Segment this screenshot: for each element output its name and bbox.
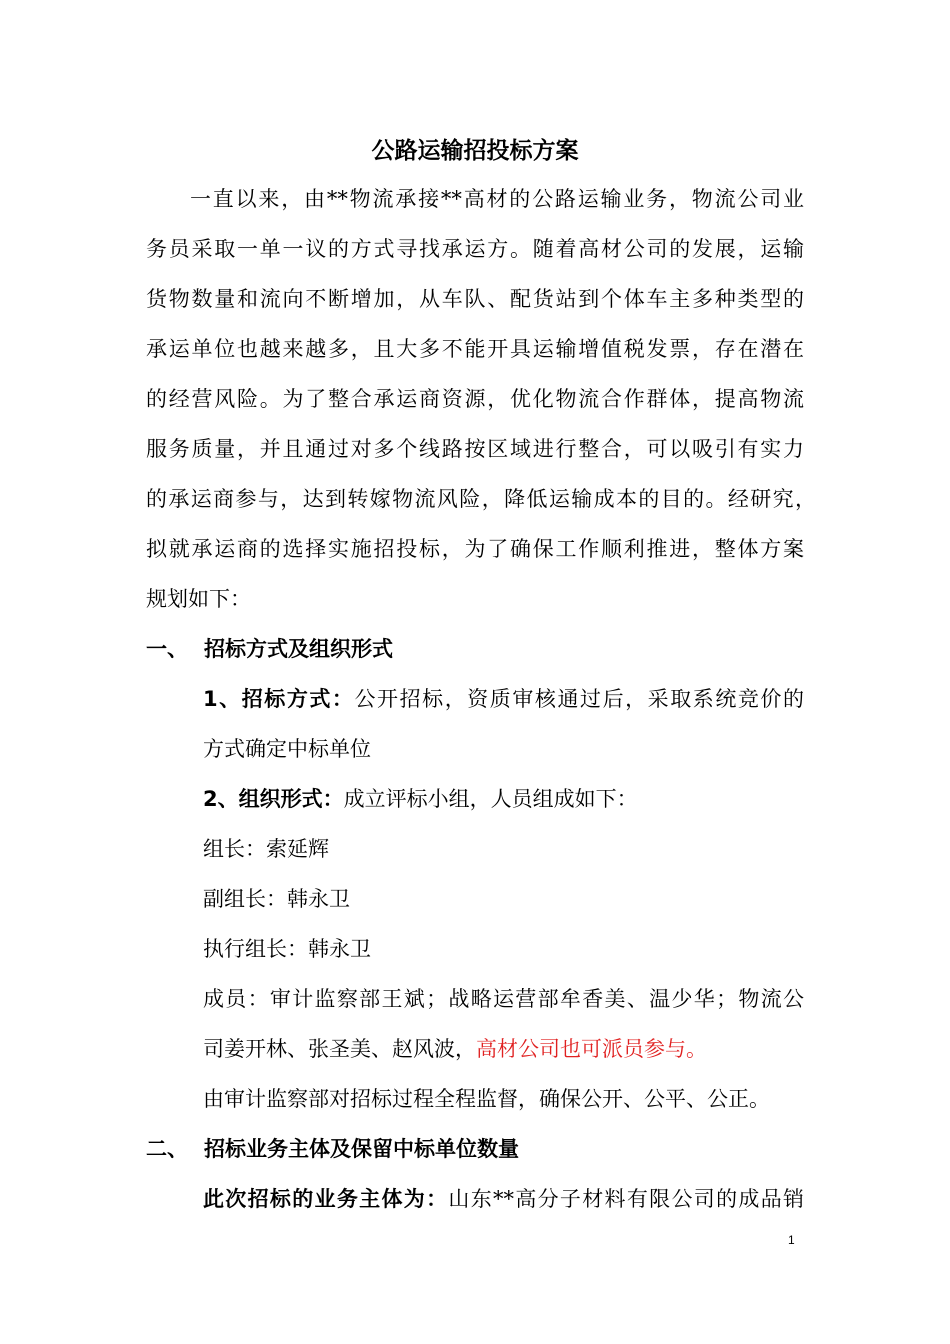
intro-line-2: 务员采取一单一议的方式寻找承运方。随着高材公司的发展，运输 <box>146 237 804 261</box>
supervision-line: 由审计监察部对招标过程全程监督，确保公开、公平、公正。 <box>203 1087 770 1111</box>
members-line-2 <box>203 1032 707 1066</box>
section-2-number: 二、 <box>146 1137 188 1161</box>
intro-line-9: 规划如下： <box>146 587 251 611</box>
item-2-line <box>203 782 638 816</box>
deputy-line: 副组长：韩永卫 <box>203 887 350 911</box>
subject-line <box>203 1182 804 1216</box>
item-2-text: 成立评标小组，人员组成如下： <box>343 787 638 811</box>
item-1-line <box>203 682 804 716</box>
intro-line-7: 的承运商参与，达到转嫁物流风险，降低运输成本的目的。经研究， <box>146 487 816 511</box>
executive-line: 执行组长：韩永卫 <box>203 937 371 961</box>
item-2-label: 2、组织形式： <box>203 787 344 811</box>
section-2-heading <box>146 1132 519 1166</box>
intro-line-8: 拟就承运商的选择实施招投标，为了确保工作顺利推进，整体方案 <box>146 537 804 561</box>
intro-line-3: 货物数量和流向不断增加，从车队、配货站到个体车主多种类型的 <box>146 287 804 311</box>
members-names: 司姜开林、张圣美、赵风波， <box>203 1037 476 1061</box>
item-1-label: 1、招标方式： <box>203 687 355 711</box>
intro-line-6: 服务质量，并且通过对多个线路按区域进行整合，可以吸引有实力 <box>146 437 804 461</box>
section-1-heading <box>146 632 393 666</box>
intro-line-1: 一直以来，由**物流承接**高材的公路运输业务，物流公司业 <box>190 187 804 211</box>
intro-line-5: 的经营风险。为了整合承运商资源，优化物流合作群体，提高物流 <box>146 387 804 411</box>
item-1-continuation: 方式确定中标单位 <box>203 737 371 761</box>
section-1-number: 一、 <box>146 637 188 661</box>
members-line-1: 成员：审计监察部王斌；战略运营部牟香美、温少华；物流公 <box>203 987 804 1011</box>
members-red-note: 高材公司也可派员参与。 <box>476 1037 707 1061</box>
leader-line: 组长：索延辉 <box>203 837 329 861</box>
page-number: 1 <box>788 1233 795 1247</box>
subject-label: 此次招标的业务主体为： <box>203 1187 449 1211</box>
item-1-text: 公开招标，资质审核通过后，采取系统竞价的 <box>354 687 804 711</box>
section-2-heading-text: 招标业务主体及保留中标单位数量 <box>204 1137 519 1161</box>
section-1-heading-text: 招标方式及组织形式 <box>204 637 393 661</box>
document-title: 公路运输招投标方案 <box>371 138 579 164</box>
subject-text: 山东**高分子材料有限公司的成品销 <box>448 1187 805 1211</box>
intro-line-4: 承运单位也越来越多，且大多不能开具运输增值税发票，存在潜在 <box>146 337 804 361</box>
